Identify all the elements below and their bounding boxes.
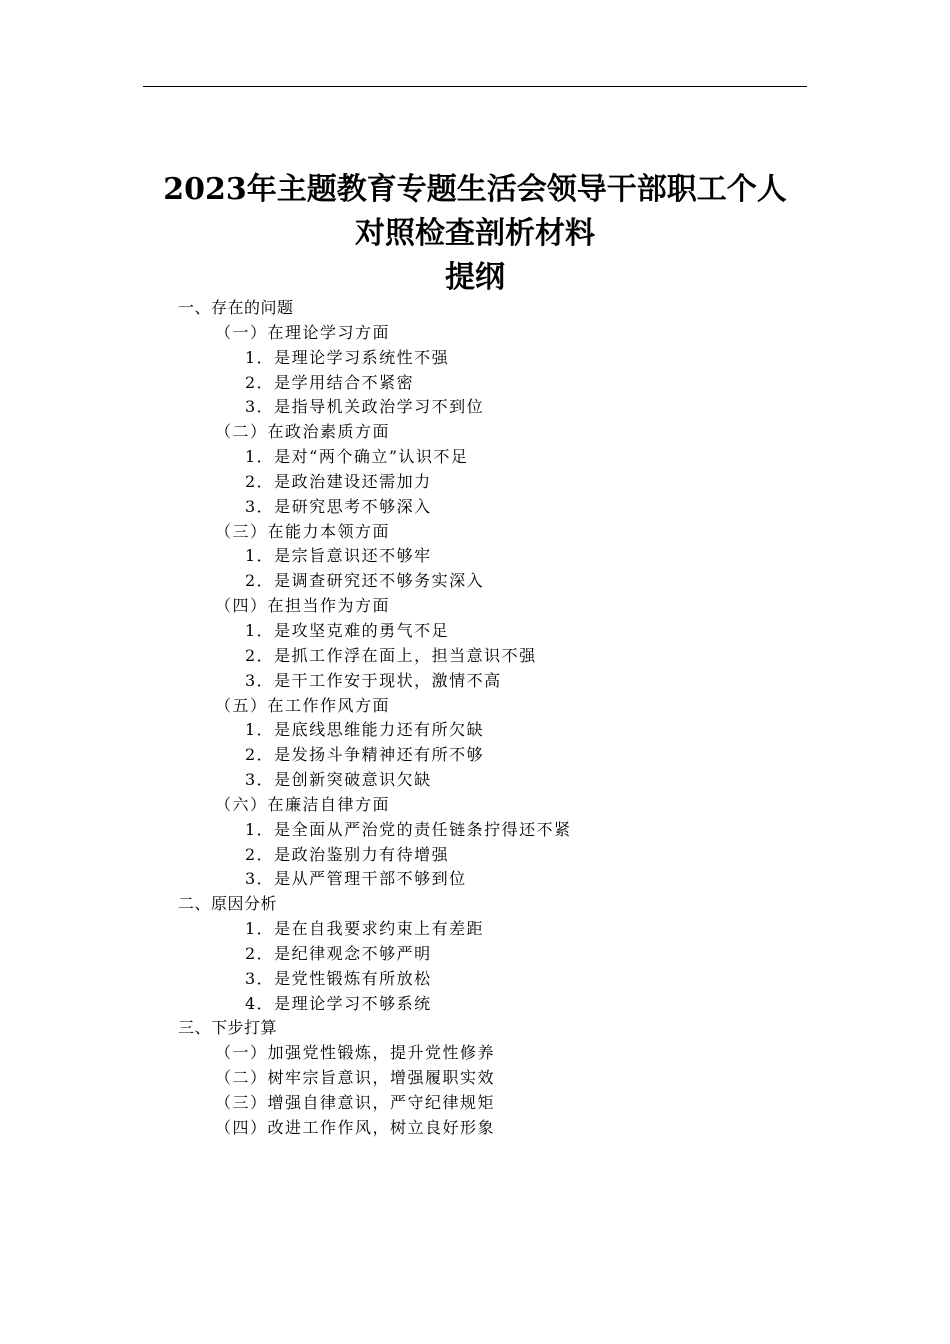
subsection-heading: （六）在廉洁自律方面 bbox=[215, 794, 391, 814]
list-item: （三）增强自律意识，严守纪律规矩 bbox=[215, 1093, 496, 1112]
list-item: 2．是纪律观念不够严明 bbox=[245, 943, 432, 963]
list-item: 1．是全面从严治党的责任链条拧得还不紧 bbox=[245, 819, 572, 839]
list-item: 3．是指导机关政治学习不到位 bbox=[245, 397, 485, 417]
list-item: 2．是学用结合不紧密 bbox=[245, 372, 415, 392]
section-heading: 一、存在的问题 bbox=[178, 298, 294, 317]
list-item: 2．是调查研究还不够务实深入 bbox=[245, 571, 485, 591]
list-item: 2．是抓工作浮在面上，担当意识不强 bbox=[245, 645, 537, 665]
list-item: 4．是理论学习不够系统 bbox=[245, 993, 432, 1013]
list-item: 1．是理论学习系统性不强 bbox=[245, 347, 450, 367]
subsection-heading: （五）在工作作风方面 bbox=[215, 695, 391, 715]
list-item: 3．是党性锻炼有所放松 bbox=[245, 968, 432, 988]
subsection-heading: （三）在能力本领方面 bbox=[215, 521, 391, 541]
subsection-heading: （四）在担当作为方面 bbox=[215, 596, 391, 616]
section-heading: 三、下步打算 bbox=[178, 1018, 278, 1038]
list-item: 2．是政治建设还需加力 bbox=[245, 471, 432, 491]
list-item: 1．是宗旨意识还不够牢 bbox=[245, 546, 432, 566]
list-item: （一）加强党性锻炼，提升党性修养 bbox=[215, 1043, 496, 1063]
list-item: 3．是创新突破意识欠缺 bbox=[245, 770, 432, 790]
subtitle: 提纲 bbox=[445, 260, 505, 295]
list-item: （二）树牢宗旨意识，增强履职实效 bbox=[215, 1068, 496, 1088]
list-item: 3．是从严管理干部不够到位 bbox=[245, 869, 467, 889]
list-item: 1．是攻坚克难的勇气不足 bbox=[245, 620, 450, 640]
outline bbox=[0, 296, 950, 1141]
subsection-heading: （一）在理论学习方面 bbox=[215, 322, 391, 342]
title-line-2: 对照检查剖析材料 bbox=[355, 216, 595, 251]
list-item: 1．是底线思维能力还有所欠缺 bbox=[245, 720, 485, 740]
header-rule bbox=[143, 86, 807, 87]
list-item: 1．是在自我要求约束上有差距 bbox=[245, 919, 485, 939]
list-item: 1．是对“两个确立”认识不足 bbox=[245, 447, 469, 467]
section-heading: 二、原因分析 bbox=[178, 894, 278, 914]
document-title bbox=[143, 168, 807, 300]
list-item: 3．是研究思考不够深入 bbox=[245, 496, 432, 516]
list-item: 2．是政治鉴别力有待增强 bbox=[245, 844, 450, 864]
title-line-1: 2023年主题教育专题生活会领导干部职工个人 bbox=[163, 172, 787, 207]
list-item: 2．是发扬斗争精神还有所不够 bbox=[245, 745, 485, 765]
list-item: （四）改进工作作风，树立良好形象 bbox=[215, 1117, 496, 1137]
subsection-heading: （二）在政治素质方面 bbox=[215, 422, 391, 442]
list-item: 3．是干工作安于现状，激情不高 bbox=[245, 670, 502, 690]
